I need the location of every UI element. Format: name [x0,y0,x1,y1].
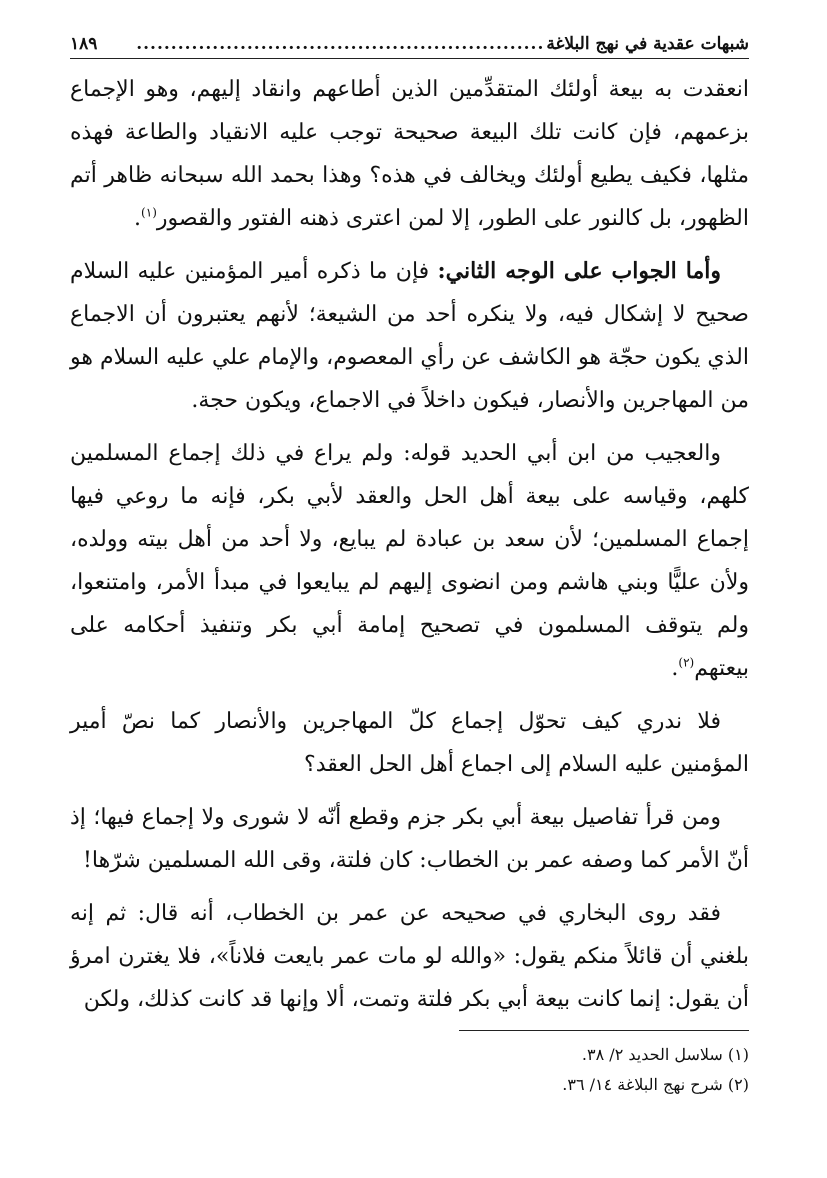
main-text [70,68,749,1031]
paragraph-1-end: . [134,206,142,231]
paragraph-6 [70,892,749,1021]
header-dot-leader: ........................................................... [136,34,545,54]
paragraph-2 [70,250,749,422]
header-rule [70,58,749,59]
paragraph-3 [70,432,749,690]
paragraph-4 [70,700,749,786]
paragraph-2-lead: وأما الجواب على الوجه الثاني: [437,258,721,284]
paragraph-3-end: . [671,656,679,681]
footnote-2: (٢) شرح نهج البلاغة ١٤/ ٣٦. [562,1075,749,1094]
paragraph-3-text: والعجيب من ابن أبي الحديد قوله: ولم يراع في ذلك إجماع المسلمين كلهم، وقياسه على بيعة أهل الحل والعقد لأبي بكر، فإنه ما روعي فيها إجماع المسلمين؛ لأن سعد بن عبادة لم يبايع، ولا أحد من أهل بيته وولده، ولأن عليًّا وبني هاشم ومن انضوى إليهم لم يبايعوا في مبدأ الأمر، وامتنعوا، ولم يتوقف المسلمون في تصحيح إمامة أبي بكر وتنفيذ أحكامه على بيعتهم [70,441,749,681]
header-title: شبهات عقدية في نهج البلاغة [546,34,749,54]
footnote-1: (١) سلاسل الحديد ٢/ ٣٨. [581,1045,749,1064]
paragraph-5 [70,796,749,882]
footnote-ref-1: (١) [141,205,157,220]
page-number: ١٨٩ [70,34,98,54]
running-header [70,28,749,54]
paragraph-2-text: فإن ما ذكره أمير المؤمنين عليه السلام صحيح لا إشكال فيه، ولا ينكره أحد من الشيعة؛ لأنهم يعتبرون أن الاجماع الذي يكون حجّة هو الكاشف عن رأي المعصوم، والإمام علي عليه السلام هو من المهاجرين والأنصار، فيكون داخلاً في الاجماع، ويكون حجة. [69,259,749,413]
paragraph-1 [70,68,749,240]
paragraph-1-text: انعقدت به بيعة أولئك المتقدِّمين الذين أطاعهم وانقاد إليهم، وهو الإجماع بزعمهم، فإن كانت تلك البيعة صحيحة توجب عليه الانقياد والطاعة فهذه مثلها، فكيف يطيع أولئك ويخالف في هذه؟ وهذا بحمد الله سبحانه ظاهر أتم الظهور، بل كالنور على الطور، إلا لمن اعترى ذهنه الفتور والقصور [70,77,749,231]
paragraph-5-text: ومن قرأ تفاصيل بيعة أبي بكر جزم وقطع أنّه لا شورى ولا إجماع فيها؛ إذ أنّ الأمر كما وصفه عمر بن الخطاب: كان فلتة، وقى الله المسلمين شرّها! [70,805,749,873]
paragraph-4-text: فلا ندري كيف تحوّل إجماع كلّ المهاجرين والأنصار كما نصّ أمير المؤمنين عليه السلام إلى اجماع أهل الحل العقد؟ [70,709,749,777]
footnote-rule [459,1030,749,1031]
paragraph-6-text: فقد روى البخاري في صحيحه عن عمر بن الخطاب، أنه قال: ثم إنه بلغني أن قائلاً منكم يقول: «والله لو مات عمر بايعت فلاناً»، فلا يغترن امرؤ أن يقول: إنما كانت بيعة أبي بكر فلتة وتمت، ألا وإنها قد كانت كذلك، ولكن [70,901,749,1012]
footnote-ref-2: (٢) [678,655,695,670]
footnotes [70,1040,749,1100]
